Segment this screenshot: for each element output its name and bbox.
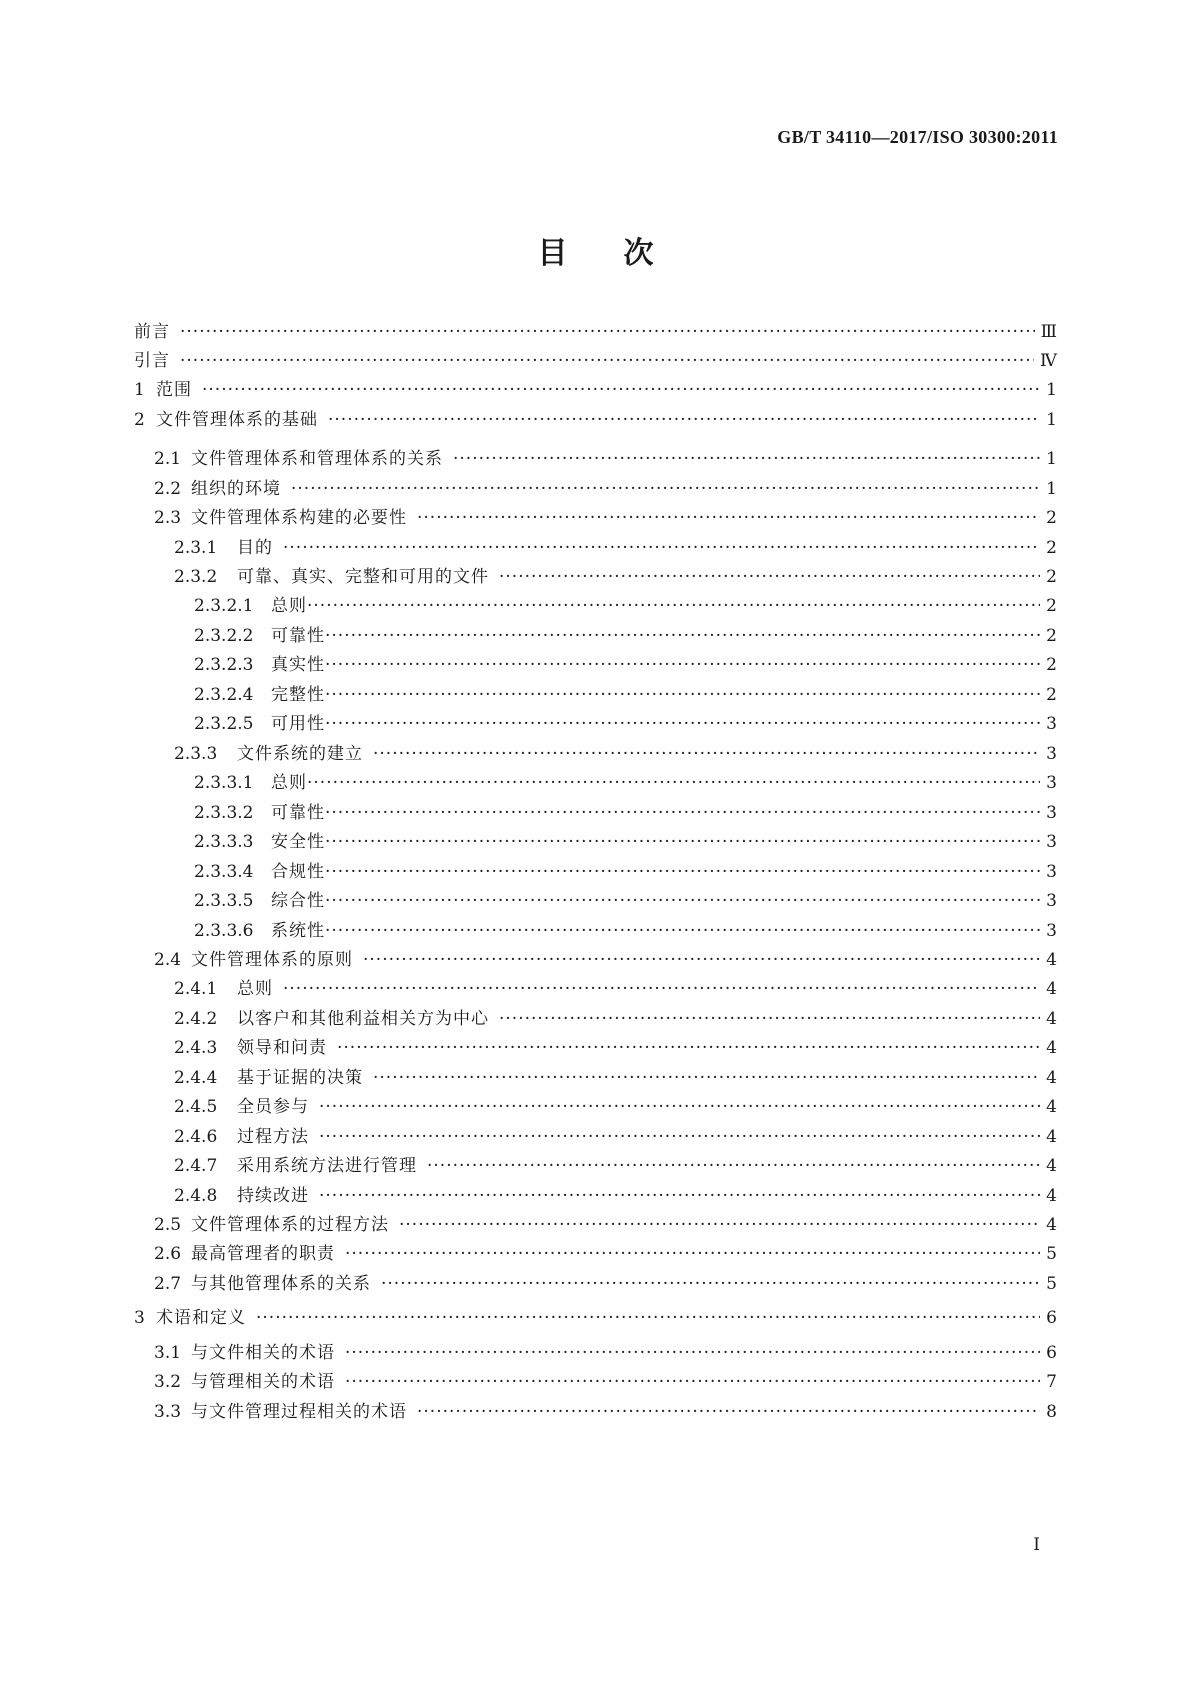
toc-leader-dots bbox=[325, 712, 1040, 736]
toc-entry-number: 2 bbox=[134, 410, 145, 430]
toc-leader-dots bbox=[325, 919, 1040, 943]
toc-entry-label: 与文件相关的术语 bbox=[191, 1343, 335, 1363]
toc-leader-dots bbox=[381, 1272, 1040, 1296]
toc-entry-number: 2.5 bbox=[154, 1215, 182, 1235]
toc-entry[interactable] bbox=[134, 408, 1057, 432]
toc-leader-dots bbox=[417, 1400, 1040, 1424]
toc-leader-dots bbox=[202, 378, 1040, 402]
toc-entry-label: 文件管理体系的基础 bbox=[156, 410, 318, 430]
toc-entry-page: 1 bbox=[1046, 479, 1057, 499]
toc-entry[interactable] bbox=[134, 594, 1057, 618]
toc-entry[interactable] bbox=[134, 1066, 1057, 1090]
toc-entry[interactable] bbox=[134, 1007, 1057, 1031]
toc-entry-number: 2.3.2.1 bbox=[194, 596, 254, 616]
toc-entry-number: 2.3.1 bbox=[174, 538, 218, 558]
toc-entry-number: 2.3.3.2 bbox=[194, 803, 254, 823]
toc-entry[interactable] bbox=[134, 1036, 1057, 1060]
toc-entry[interactable] bbox=[134, 1154, 1057, 1178]
toc-entry-label: 可靠性 bbox=[271, 803, 325, 823]
toc-entry[interactable] bbox=[134, 506, 1057, 530]
toc-entry-label: 文件管理体系和管理体系的关系 bbox=[191, 449, 443, 469]
toc-leader-dots bbox=[180, 349, 1034, 373]
toc-entry[interactable] bbox=[134, 1184, 1057, 1208]
toc-entry-number: 3.2 bbox=[154, 1372, 182, 1392]
toc-entry-number: 2.3.2.4 bbox=[194, 685, 254, 705]
toc-entry-page: Ⅳ bbox=[1040, 351, 1057, 371]
toc-entry-label: 总则 bbox=[271, 596, 307, 616]
toc-leader-dots bbox=[307, 594, 1040, 618]
toc-entry[interactable] bbox=[134, 653, 1057, 677]
toc-entry-number: 1 bbox=[134, 380, 145, 400]
toc-entry-label: 组织的环境 bbox=[191, 479, 281, 499]
toc-entry-number: 2.3.3.5 bbox=[194, 891, 254, 911]
toc-entry-label: 文件管理体系构建的必要性 bbox=[191, 508, 407, 528]
toc-entry-label: 可靠、真实、完整和可用的文件 bbox=[237, 567, 489, 587]
toc-entry-label: 真实性 bbox=[271, 655, 325, 675]
toc-entry[interactable] bbox=[134, 948, 1057, 972]
toc-entry-page: 3 bbox=[1046, 744, 1057, 764]
toc-entry-number: 2.3.2.5 bbox=[194, 714, 254, 734]
toc-leader-dots bbox=[373, 1066, 1040, 1090]
toc-entry[interactable] bbox=[134, 977, 1057, 1001]
toc-entry-label: 目的 bbox=[237, 538, 273, 558]
toc-entry-label: 总则 bbox=[237, 979, 273, 999]
toc-entry-number: 2.4.3 bbox=[174, 1038, 218, 1058]
toc-entry-number: 2.3.3.6 bbox=[194, 921, 254, 941]
toc-entry-number: 2.4.6 bbox=[174, 1127, 218, 1147]
toc-entry-page: 4 bbox=[1046, 950, 1057, 970]
toc-entry-page: 7 bbox=[1046, 1372, 1057, 1392]
toc-entry-page: 8 bbox=[1046, 1402, 1057, 1422]
toc-entry-page: 3 bbox=[1046, 773, 1057, 793]
toc-entry[interactable] bbox=[134, 742, 1057, 766]
toc-entry-page: 4 bbox=[1046, 1156, 1057, 1176]
toc-entry[interactable] bbox=[134, 889, 1057, 913]
toc-leader-dots bbox=[319, 1125, 1040, 1149]
toc-entry-page: 3 bbox=[1046, 832, 1057, 852]
toc-entry-number: 2.4.2 bbox=[174, 1009, 218, 1029]
toc-entry-number: 2.4 bbox=[154, 950, 182, 970]
toc-entry-label: 可用性 bbox=[271, 714, 325, 734]
toc-entry-number: 2.1 bbox=[154, 449, 182, 469]
toc-entry[interactable] bbox=[134, 1400, 1057, 1424]
toc-entry-number: 3.1 bbox=[154, 1343, 182, 1363]
toc-entry[interactable] bbox=[134, 536, 1057, 560]
toc-entry-page: 3 bbox=[1046, 862, 1057, 882]
toc-leader-dots bbox=[319, 1095, 1040, 1119]
toc-entry-page: 2 bbox=[1046, 508, 1057, 528]
toc-entry[interactable] bbox=[134, 683, 1057, 707]
toc-entry-label: 基于证据的决策 bbox=[237, 1068, 363, 1088]
toc-entry-page: 2 bbox=[1046, 596, 1057, 616]
toc-entry-number: 2.2 bbox=[154, 479, 182, 499]
toc-entry[interactable] bbox=[134, 320, 1057, 344]
toc-leader-dots bbox=[325, 653, 1040, 677]
toc-entry-number: 2.3.3.4 bbox=[194, 862, 254, 882]
toc-leader-dots bbox=[499, 1007, 1040, 1031]
toc-entry[interactable] bbox=[134, 349, 1057, 373]
toc-entry-page: 4 bbox=[1046, 1127, 1057, 1147]
toc-entry-page: 4 bbox=[1046, 979, 1057, 999]
toc-entry[interactable] bbox=[134, 1306, 1057, 1330]
toc-entry-label: 与其他管理体系的关系 bbox=[191, 1274, 371, 1294]
toc-leader-dots bbox=[427, 1154, 1040, 1178]
toc-entry[interactable] bbox=[134, 801, 1057, 825]
toc-entry-number: 2.3.3.3 bbox=[194, 832, 254, 852]
toc-leader-dots bbox=[345, 1370, 1040, 1394]
toc-entry-label: 完整性 bbox=[271, 685, 325, 705]
toc-leader-dots bbox=[328, 408, 1040, 432]
toc-entry-number: 2.6 bbox=[154, 1244, 182, 1264]
toc-entry-page: 6 bbox=[1046, 1308, 1057, 1328]
toc-leader-dots bbox=[499, 565, 1040, 589]
toc-entry-page: 4 bbox=[1046, 1186, 1057, 1206]
toc-entry[interactable] bbox=[134, 1095, 1057, 1119]
toc-leader-dots bbox=[307, 771, 1040, 795]
toc-entry-number: 2.4.7 bbox=[174, 1156, 218, 1176]
toc-leader-dots bbox=[325, 830, 1040, 854]
toc-leader-dots bbox=[325, 889, 1040, 913]
toc-entry-number: 2.3.3.1 bbox=[194, 773, 254, 793]
toc-entry-page: 1 bbox=[1046, 449, 1057, 469]
toc-entry-number: 2.3.3 bbox=[174, 744, 218, 764]
toc-entry-number: 3.3 bbox=[154, 1402, 182, 1422]
toc-entry-page: 6 bbox=[1046, 1343, 1057, 1363]
toc-entry-number: 2.4.8 bbox=[174, 1186, 218, 1206]
toc-entry-number: 2.7 bbox=[154, 1274, 182, 1294]
toc-leader-dots bbox=[337, 1036, 1040, 1060]
toc-entry[interactable] bbox=[134, 477, 1057, 501]
toc-entry[interactable] bbox=[134, 1213, 1057, 1237]
toc-entry-label: 安全性 bbox=[271, 832, 325, 852]
toc-entry-label: 领导和问责 bbox=[237, 1038, 327, 1058]
toc-entry-page: 2 bbox=[1046, 538, 1057, 558]
toc-leader-dots bbox=[363, 948, 1040, 972]
toc-entry[interactable] bbox=[134, 378, 1057, 402]
toc-leader-dots bbox=[283, 536, 1040, 560]
toc-leader-dots bbox=[319, 1184, 1040, 1208]
toc-entry-label: 全员参与 bbox=[237, 1097, 309, 1117]
toc-entry[interactable] bbox=[134, 1341, 1057, 1365]
toc-entry-page: 5 bbox=[1046, 1274, 1057, 1294]
toc-entry-page: 3 bbox=[1046, 921, 1057, 941]
toc-entry-label: 总则 bbox=[271, 773, 307, 793]
toc-entry[interactable] bbox=[134, 919, 1057, 943]
toc-entry[interactable] bbox=[134, 1272, 1057, 1296]
toc-entry-page: Ⅲ bbox=[1040, 322, 1057, 342]
page-number: I bbox=[1033, 1535, 1040, 1555]
toc-entry-label: 可靠性 bbox=[271, 626, 325, 646]
toc-entry-page: 5 bbox=[1046, 1244, 1057, 1264]
toc-leader-dots bbox=[345, 1341, 1040, 1365]
toc-entry-page: 4 bbox=[1046, 1215, 1057, 1235]
toc-entry[interactable] bbox=[134, 712, 1057, 736]
toc-entry-page: 3 bbox=[1046, 714, 1057, 734]
toc-entry[interactable] bbox=[134, 771, 1057, 795]
toc-entry-label: 系统性 bbox=[271, 921, 325, 941]
toc-leader-dots bbox=[325, 801, 1040, 825]
toc-entry[interactable] bbox=[134, 565, 1057, 589]
toc-entry-number: 3 bbox=[134, 1308, 145, 1328]
toc-entry-label: 引言 bbox=[134, 351, 170, 371]
toc-entry-label: 最高管理者的职责 bbox=[191, 1244, 335, 1264]
toc-entry-page: 2 bbox=[1046, 567, 1057, 587]
toc-entry-number: 2.4.4 bbox=[174, 1068, 218, 1088]
toc-entry-label: 文件系统的建立 bbox=[237, 744, 363, 764]
toc-entry-label: 持续改进 bbox=[237, 1186, 309, 1206]
toc-entry-page: 3 bbox=[1046, 891, 1057, 911]
toc-entry-page: 1 bbox=[1046, 410, 1057, 430]
toc-leader-dots bbox=[325, 683, 1040, 707]
toc-entry-label: 过程方法 bbox=[237, 1127, 309, 1147]
toc-leader-dots bbox=[325, 860, 1040, 884]
toc-leader-dots bbox=[256, 1306, 1040, 1330]
toc-entry-page: 4 bbox=[1046, 1009, 1057, 1029]
toc-leader-dots bbox=[283, 977, 1040, 1001]
page-title: 目次 bbox=[537, 236, 710, 271]
toc-entry-label: 与管理相关的术语 bbox=[191, 1372, 335, 1392]
toc-entry-number: 2.3.2 bbox=[174, 567, 218, 587]
toc-entry-label: 文件管理体系的原则 bbox=[191, 950, 353, 970]
toc-entry-page: 2 bbox=[1046, 655, 1057, 675]
toc-leader-dots bbox=[373, 742, 1040, 766]
toc-leader-dots bbox=[453, 447, 1040, 471]
toc-entry[interactable] bbox=[134, 447, 1057, 471]
toc-leader-dots bbox=[325, 624, 1040, 648]
toc-entry[interactable] bbox=[134, 830, 1057, 854]
toc-entry-page: 3 bbox=[1046, 803, 1057, 823]
standard-code-header: GB/T 34110—2017/ISO 30300:2011 bbox=[777, 127, 1058, 147]
toc-leader-dots bbox=[417, 506, 1040, 530]
toc-entry-label: 文件管理体系的过程方法 bbox=[191, 1215, 389, 1235]
toc-leader-dots bbox=[180, 320, 1035, 344]
toc-entry-number: 2.4.1 bbox=[174, 979, 218, 999]
toc-leader-dots bbox=[399, 1213, 1040, 1237]
toc-entry-number: 2.3.2.2 bbox=[194, 626, 254, 646]
toc-entry-label: 与文件管理过程相关的术语 bbox=[191, 1402, 407, 1422]
toc-entry-number: 2.3.2.3 bbox=[194, 655, 254, 675]
toc-entry-label: 范围 bbox=[156, 380, 192, 400]
toc-entry-label: 前言 bbox=[134, 322, 170, 342]
toc-entry-page: 4 bbox=[1046, 1068, 1057, 1088]
toc-entry-page: 4 bbox=[1046, 1038, 1057, 1058]
toc-entry-label: 综合性 bbox=[271, 891, 325, 911]
toc-entry[interactable] bbox=[134, 860, 1057, 884]
toc-entry-number: 2.3 bbox=[154, 508, 182, 528]
toc-entry[interactable] bbox=[134, 1125, 1057, 1149]
toc-entry[interactable] bbox=[134, 1370, 1057, 1394]
toc-entry[interactable] bbox=[134, 624, 1057, 648]
toc-leader-dots bbox=[345, 1242, 1040, 1266]
toc-entry-label: 以客户和其他利益相关方为中心 bbox=[237, 1009, 489, 1029]
toc-entry-label: 合规性 bbox=[271, 862, 325, 882]
toc-entry-page: 4 bbox=[1046, 1097, 1057, 1117]
toc-leader-dots bbox=[291, 477, 1040, 501]
toc-entry-page: 2 bbox=[1046, 626, 1057, 646]
toc-entry-page: 2 bbox=[1046, 685, 1057, 705]
toc-entry[interactable] bbox=[134, 1242, 1057, 1266]
toc-entry-label: 采用系统方法进行管理 bbox=[237, 1156, 417, 1176]
toc-entry-page: 1 bbox=[1046, 380, 1057, 400]
toc-entry-number: 2.4.5 bbox=[174, 1097, 218, 1117]
toc-entry-label: 术语和定义 bbox=[156, 1308, 246, 1328]
